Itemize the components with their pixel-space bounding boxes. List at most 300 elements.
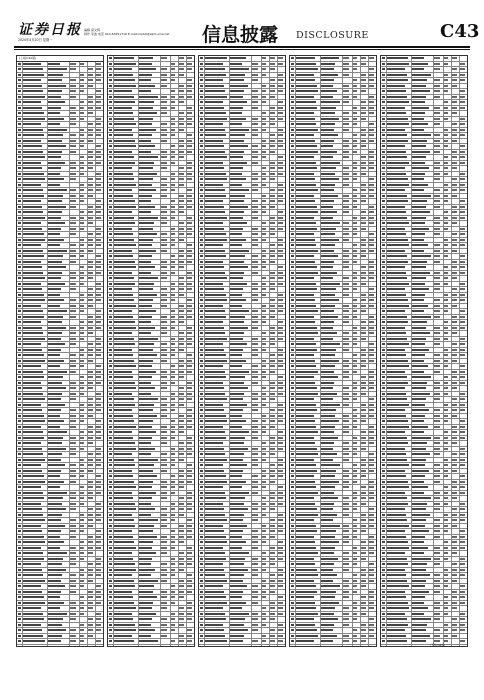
table-cell-text <box>270 222 275 224</box>
table-cell-text <box>296 503 315 505</box>
table-cell-text <box>252 382 258 384</box>
table-cell-text <box>205 646 223 647</box>
table-cell-text <box>382 167 385 169</box>
table-cell-text <box>321 415 335 417</box>
table-cell-text <box>187 200 192 202</box>
table-cell-text <box>262 508 266 510</box>
table-cell-text <box>88 112 93 114</box>
table-cell-text <box>139 420 153 422</box>
table-cell-text <box>230 239 246 241</box>
table-cell-text <box>270 288 275 290</box>
table-cell-text <box>444 195 448 197</box>
table-cell-text <box>171 574 175 576</box>
table-cell-text <box>412 74 431 76</box>
table-cell-text <box>114 239 134 241</box>
table-cell-text <box>230 437 245 439</box>
table-cell-text <box>434 118 440 120</box>
table-cell-text <box>262 156 266 158</box>
table-cell-text <box>412 261 427 263</box>
table-cell-text <box>171 156 175 158</box>
table-cell-text <box>270 217 275 219</box>
table-cell-text <box>18 195 21 197</box>
table-cell-text <box>262 591 266 593</box>
table-cell-text <box>296 442 315 444</box>
table-cell-text <box>23 448 42 450</box>
table-cell-text <box>179 140 184 142</box>
table-cell-text <box>460 316 465 318</box>
table-cell-text <box>23 233 44 235</box>
table-cell-text <box>278 79 283 81</box>
table-cell-text <box>291 453 294 455</box>
table-cell-text <box>434 475 440 477</box>
table-cell-text <box>109 503 112 505</box>
table-cell-text <box>205 294 226 296</box>
table-cell-text <box>412 123 428 125</box>
table-cell-text <box>139 239 153 241</box>
table-cell-text <box>80 74 84 76</box>
table-cell-text <box>387 624 408 626</box>
table-cell-text <box>387 569 405 571</box>
table-cell-text <box>23 646 41 647</box>
table-cell-text <box>48 134 63 136</box>
table-cell-text <box>361 332 366 334</box>
table-cell-text <box>139 437 152 439</box>
table-cell-text <box>70 464 76 466</box>
table-cell-text <box>171 569 175 571</box>
table-cell-text <box>88 85 93 87</box>
table-cell-text <box>382 475 385 477</box>
table-cell-text <box>387 536 406 538</box>
table-cell-text <box>291 503 294 505</box>
table-cell-text <box>109 200 112 202</box>
table-cell-text <box>200 123 203 125</box>
table-cell-text <box>434 382 440 384</box>
table-cell-text <box>452 272 457 274</box>
table-cell-text <box>296 382 315 384</box>
table-cell-text <box>23 310 43 312</box>
table-cell-text <box>179 222 184 224</box>
table-cell-text <box>262 398 266 400</box>
table-cell-text <box>278 448 283 450</box>
table-cell-text <box>270 415 275 417</box>
table-cell-text <box>48 321 62 323</box>
table-cell-text <box>88 79 93 81</box>
table-cell-text <box>291 211 294 213</box>
table-cell-text <box>252 596 258 598</box>
table-cell-text <box>18 349 21 351</box>
table-cell-text <box>361 376 366 378</box>
table-cell-text <box>444 74 448 76</box>
table-cell-text <box>296 415 314 417</box>
table-cell-text <box>18 448 21 450</box>
table-cell-text <box>161 123 167 125</box>
table-cell-text <box>200 470 203 472</box>
table-cell-text <box>343 591 349 593</box>
table-cell-text <box>353 272 357 274</box>
table-cell-text <box>262 536 266 538</box>
table-cell-text <box>460 596 465 598</box>
table-cell-text <box>230 431 249 433</box>
table-cell-text <box>96 233 101 235</box>
table-cell-text <box>353 178 357 180</box>
table-cell-text <box>70 222 76 224</box>
table-cell-text <box>291 321 294 323</box>
table-cell-text <box>200 618 203 620</box>
table-cell-text <box>460 173 465 175</box>
table-cell-text <box>230 602 246 604</box>
table-cell-text <box>23 261 41 263</box>
table-cell-text <box>262 470 266 472</box>
table-cell-text <box>18 607 21 609</box>
table-cell-text <box>171 503 175 505</box>
table-cell-text <box>96 123 101 125</box>
table-cell-text <box>296 525 316 527</box>
table-cell-text <box>205 580 227 582</box>
table-cell-text <box>382 503 385 505</box>
table-cell-text <box>412 244 428 246</box>
table-cell-text <box>387 580 407 582</box>
table-cell-text <box>387 244 409 246</box>
table-cell-text <box>452 129 457 131</box>
table-cell-text <box>321 63 335 65</box>
table-cell-text <box>343 646 349 647</box>
table-cell-text <box>187 547 192 549</box>
table-cell-text <box>353 343 357 345</box>
table-cell-text <box>270 134 275 136</box>
table-cell-text <box>171 233 175 235</box>
table-cell-text <box>369 68 374 70</box>
table-cell-text <box>23 288 42 290</box>
table-cell-text <box>230 492 249 494</box>
table-cell-text <box>291 338 294 340</box>
table-cell-text <box>262 57 266 59</box>
table-cell-text <box>139 519 158 521</box>
table-cell-text <box>88 629 93 631</box>
table-cell-text <box>452 266 457 268</box>
table-cell-text <box>252 393 258 395</box>
table-cell-text <box>200 250 203 252</box>
table-cell-text <box>114 332 132 334</box>
table-cell-text <box>109 607 112 609</box>
table-cell-text <box>296 167 317 169</box>
table-cell-text <box>205 349 224 351</box>
table-cell-text <box>434 519 440 521</box>
table-cell-text <box>452 442 457 444</box>
table-cell-text <box>139 233 157 235</box>
table-cell-text <box>187 481 192 483</box>
table-cell-text <box>187 217 192 219</box>
table-cell-text <box>452 305 457 307</box>
table-cell-text <box>296 96 314 98</box>
table-cell-text <box>80 409 84 411</box>
table-cell-text <box>114 134 133 136</box>
table-cell-text <box>109 294 112 296</box>
table-cell-text <box>23 211 43 213</box>
table-cell-text <box>230 646 247 647</box>
table-cell-text <box>321 492 334 494</box>
table-cell-text <box>171 310 175 312</box>
table-cell-text <box>171 420 175 422</box>
table-cell-text <box>187 415 192 417</box>
table-cell-text <box>387 558 407 560</box>
table-cell-text <box>321 541 339 543</box>
table-cell-text <box>205 448 224 450</box>
table-cell-text <box>321 140 334 142</box>
table-cell-text <box>230 74 245 76</box>
table-cell-text <box>382 613 385 615</box>
table-cell-text <box>114 409 132 411</box>
table-cell-text <box>230 305 242 307</box>
table-cell-text <box>353 57 357 59</box>
table-cell-text <box>387 360 408 362</box>
table-cell-text <box>296 178 315 180</box>
table-cell-text <box>96 156 101 158</box>
table-cell-text <box>96 145 101 147</box>
table-cell-text <box>252 613 258 615</box>
table-cell-text <box>48 261 62 263</box>
table-cell-text <box>412 85 426 87</box>
table-cell-text <box>88 646 93 647</box>
table-cell-text <box>252 547 258 549</box>
table-cell-text <box>452 409 457 411</box>
table-cell-text <box>270 107 275 109</box>
table-cell-text <box>80 299 84 301</box>
table-cell-text <box>18 602 21 604</box>
table-cell-text <box>114 85 136 87</box>
table-cell-text <box>139 503 151 505</box>
table-cell-text <box>353 79 357 81</box>
table-cell-text <box>291 68 294 70</box>
table-cell-text <box>387 371 405 373</box>
table-cell-text <box>80 189 84 191</box>
table-cell-text <box>321 349 336 351</box>
table-cell-text <box>109 63 112 65</box>
table-cell-text <box>452 354 457 356</box>
table-cell-text <box>460 272 465 274</box>
table-cell-text <box>387 90 406 92</box>
table-cell-text <box>262 514 266 516</box>
table-cell-text <box>179 233 184 235</box>
table-cell-text <box>18 382 21 384</box>
table-cell-text <box>343 305 349 307</box>
table-cell-text <box>96 63 101 65</box>
table-cell-text <box>88 453 93 455</box>
table-cell-text <box>70 79 76 81</box>
table-cell-text <box>205 195 226 197</box>
table-cell-text <box>205 574 225 576</box>
table-cell-text <box>291 129 294 131</box>
table-cell-text <box>187 261 192 263</box>
table-cell-text <box>252 178 258 180</box>
table-cell-text <box>205 393 225 395</box>
table-cell-text <box>296 206 317 208</box>
table-cell-text <box>96 310 101 312</box>
table-cell-text <box>18 580 21 582</box>
table-cell-text <box>278 365 283 367</box>
table-cell-text <box>296 530 317 532</box>
table-cell-text <box>139 206 155 208</box>
table-cell-text <box>161 607 167 609</box>
table-cell-text <box>48 640 61 642</box>
table-cell-text <box>80 569 84 571</box>
table-cell-text <box>262 525 266 527</box>
table-row <box>381 645 467 648</box>
table-cell-text <box>109 90 112 92</box>
table-cell-text <box>387 63 409 65</box>
table-cell-text <box>361 569 366 571</box>
table-cell-text <box>321 365 335 367</box>
table-cell-text <box>114 74 133 76</box>
table-cell-text <box>80 145 84 147</box>
table-cell-text <box>70 640 76 642</box>
table-cell-text <box>96 134 101 136</box>
table-cell-text <box>460 541 465 543</box>
table-cell-text <box>460 459 465 461</box>
table-cell-text <box>70 118 76 120</box>
table-cell-text <box>200 398 203 400</box>
table-cell-text <box>412 580 426 582</box>
table-cell-text <box>96 327 101 329</box>
table-cell-text <box>270 558 275 560</box>
table-cell-text <box>387 118 408 120</box>
table-cell-text <box>343 514 349 516</box>
table-cell-text <box>278 63 283 65</box>
table-cell-text <box>434 437 440 439</box>
table-cell-text <box>452 107 457 109</box>
table-cell-text <box>361 580 366 582</box>
table-cell-text <box>48 519 61 521</box>
table-cell-text <box>434 261 440 263</box>
table-cell-text <box>343 558 349 560</box>
table-cell-text <box>187 508 192 510</box>
table-cell-text <box>171 508 175 510</box>
table-cell-text <box>187 519 192 521</box>
table-cell-text <box>200 189 203 191</box>
table-cell-text <box>321 547 335 549</box>
table-cell-text <box>343 365 349 367</box>
table-cell-text <box>70 206 76 208</box>
table-cell-text <box>96 79 101 81</box>
table-cell-text <box>444 327 448 329</box>
table-cell-text <box>369 217 374 219</box>
table-cell-text <box>460 431 465 433</box>
table-cell-text <box>18 101 21 103</box>
table-cell-text <box>321 156 333 158</box>
table-cell-text <box>23 563 41 565</box>
table-cell-text <box>361 629 366 631</box>
table-cell-text <box>114 63 136 65</box>
table-cell-text <box>291 585 294 587</box>
table-cell-text <box>88 497 93 499</box>
table-cell-text <box>171 514 175 516</box>
table-cell-text <box>252 63 258 65</box>
table-cell-text <box>171 640 175 642</box>
table-cell-text <box>88 96 93 98</box>
table-cell-text <box>230 426 242 428</box>
table-cell-text <box>321 228 336 230</box>
table-cell-text <box>321 437 338 439</box>
table-cell-text <box>109 162 112 164</box>
table-cell-text <box>382 371 385 373</box>
table-cell-text <box>114 470 132 472</box>
table-cell-text <box>200 305 203 307</box>
table-cell-text <box>460 63 465 65</box>
table-cell-text <box>161 57 167 59</box>
table-cell-text <box>114 365 136 367</box>
table-cell-text <box>23 74 44 76</box>
table-cell-text <box>296 354 314 356</box>
table-cell-text <box>278 189 283 191</box>
table-cell-text <box>460 646 465 647</box>
table-cell-text <box>369 492 374 494</box>
table-cell-text <box>114 283 135 285</box>
table-cell-text <box>434 96 440 98</box>
table-cell-text <box>369 294 374 296</box>
table-cell-text <box>205 310 225 312</box>
table-cell-text <box>187 530 192 532</box>
table-cell-text <box>179 635 184 637</box>
table-cell-text <box>291 101 294 103</box>
table-cell-text <box>296 453 318 455</box>
table-cell-text <box>200 492 203 494</box>
table-cell-text <box>23 156 45 158</box>
table-cell-text <box>161 596 167 598</box>
table-cell-text <box>48 288 61 290</box>
table-cell-text <box>109 288 112 290</box>
table-cell-text <box>460 519 465 521</box>
table-cell-text <box>96 536 101 538</box>
table-cell-text <box>23 162 41 164</box>
table-cell-text <box>296 646 316 647</box>
table-cell-text <box>161 343 167 345</box>
table-cell-text <box>444 272 448 274</box>
table-cell-text <box>23 332 43 334</box>
table-cell-text <box>18 503 21 505</box>
table-cell-text <box>387 228 405 230</box>
table-cell-text <box>252 629 258 631</box>
table-cell-text <box>205 591 224 593</box>
table-cell-text <box>291 250 294 252</box>
table-cell-text <box>412 112 425 114</box>
table-cell-text <box>278 541 283 543</box>
table-cell-text <box>230 459 243 461</box>
table-cell-text <box>361 607 366 609</box>
table-cell-text <box>321 635 337 637</box>
table-cell-text <box>187 255 192 257</box>
table-cell-text <box>48 79 62 81</box>
table-cell-text <box>230 261 244 263</box>
table-cell-text <box>369 497 374 499</box>
table-cell-text <box>187 420 192 422</box>
table-cell-text <box>382 79 385 81</box>
table-cell-text <box>321 151 337 153</box>
table-cell-text <box>80 228 84 230</box>
table-cell-text <box>171 123 175 125</box>
table-cell-text <box>48 376 63 378</box>
table-cell-text <box>321 332 337 334</box>
table-cell-text <box>18 613 21 615</box>
table-cell-text <box>80 585 84 587</box>
table-cell-text <box>200 382 203 384</box>
table-cell-text <box>262 646 266 647</box>
table-cell-text <box>139 85 155 87</box>
table-cell-text <box>296 68 318 70</box>
table-cell-text <box>109 233 112 235</box>
table-cell-text <box>114 624 135 626</box>
table-cell-text <box>109 393 112 395</box>
table-cell-text <box>109 101 112 103</box>
table-cell-text <box>179 184 184 186</box>
